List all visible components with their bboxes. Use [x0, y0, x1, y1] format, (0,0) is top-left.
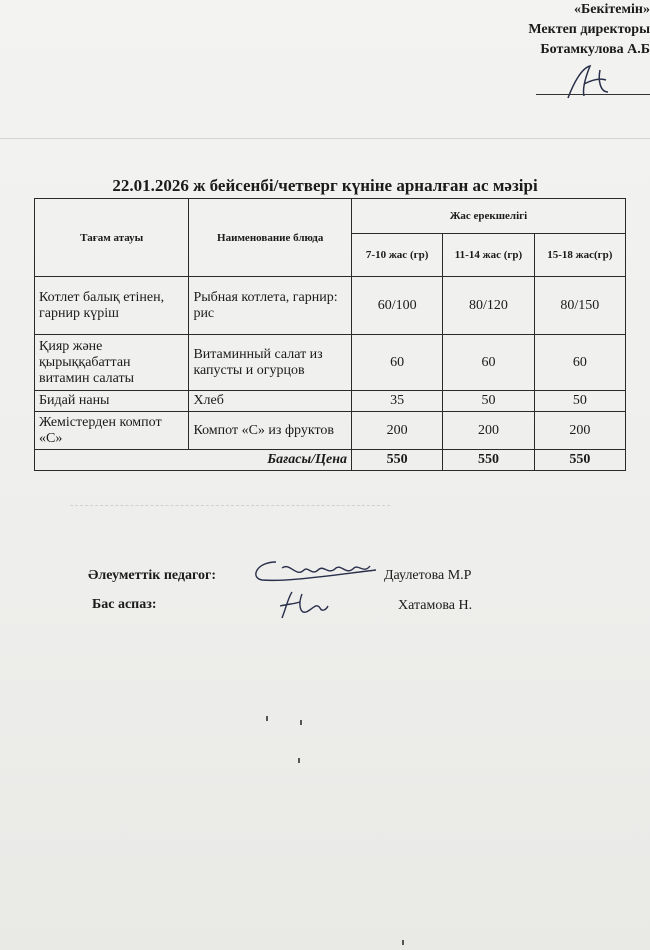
portion-7-10: 60/100 — [352, 277, 443, 335]
cook-signature-icon — [272, 588, 332, 622]
price-15-18: 550 — [534, 450, 625, 471]
cook-label: Бас аспаз: — [92, 597, 157, 612]
speck — [266, 716, 268, 721]
dish-ru: Хлеб — [189, 391, 352, 412]
col-age-group: Жас ерекшелігі — [352, 199, 626, 234]
portion-11-14: 200 — [443, 412, 534, 450]
dish-ru: Компот «С» из фруктов — [189, 412, 352, 450]
speck — [402, 940, 404, 945]
portion-15-18: 60 — [534, 335, 625, 391]
dish-ru: Рыбная котлета, гарнир: рис — [189, 277, 352, 335]
approval-signature-line — [536, 94, 650, 95]
dish-kk: Қияр және қырыққабаттан витамин салаты — [35, 335, 189, 391]
bleed-through-line — [70, 505, 390, 512]
table-row — [35, 335, 626, 391]
dish-ru: Витаминный салат из капусты и огурцов — [189, 335, 352, 391]
approval-position: Мектеп директоры — [528, 22, 650, 37]
table-row — [35, 391, 626, 412]
social-pedagogue-signature-icon — [246, 556, 386, 592]
table-row — [35, 277, 626, 335]
approval-heading: «Бекітемін» — [573, 2, 650, 17]
price-11-14: 550 — [443, 450, 534, 471]
speck — [298, 758, 300, 763]
col-age-11-14: 11-14 жас (гр) — [443, 234, 534, 277]
dish-kk: Котлет балық етінен, гарнир күріш — [35, 277, 189, 335]
col-age-7-10: 7-10 жас (гр) — [352, 234, 443, 277]
col-dish-ru: Наименование блюда — [189, 199, 352, 277]
portion-11-14: 60 — [443, 335, 534, 391]
price-7-10: 550 — [352, 450, 443, 471]
portion-11-14: 80/120 — [443, 277, 534, 335]
dish-kk: Жемістерден компот «С» — [35, 412, 189, 450]
price-label: Бағасы/Цена — [35, 450, 352, 471]
page-title: 22.01.2026 ж бейсенбі/четверг күніне арналған ас мәзірі — [112, 176, 538, 195]
approval-director-name: Ботамкулова А.Б — [540, 42, 650, 57]
social-pedagogue-name: Даулетова М.Р — [384, 568, 472, 583]
speck — [300, 720, 302, 725]
portion-7-10: 60 — [352, 335, 443, 391]
portion-15-18: 200 — [534, 412, 625, 450]
portion-7-10: 200 — [352, 412, 443, 450]
col-dish-kk: Тағам атауы — [35, 199, 189, 277]
social-pedagogue-label: Әлеуметтік педагог: — [88, 568, 217, 583]
dish-kk: Бидай наны — [35, 391, 189, 412]
portion-15-18: 80/150 — [534, 277, 625, 335]
portion-11-14: 50 — [443, 391, 534, 412]
menu-table — [34, 198, 626, 471]
paper-fold — [0, 138, 650, 139]
portion-15-18: 50 — [534, 391, 625, 412]
cook-name: Хатамова Н. — [398, 598, 473, 613]
approval-block — [490, 0, 650, 60]
table-header-row — [35, 199, 626, 234]
director-signature-icon — [560, 62, 620, 102]
portion-7-10: 35 — [352, 391, 443, 412]
col-age-15-18: 15-18 жас(гр) — [534, 234, 625, 277]
table-total-row — [35, 450, 626, 471]
table-row — [35, 412, 626, 450]
